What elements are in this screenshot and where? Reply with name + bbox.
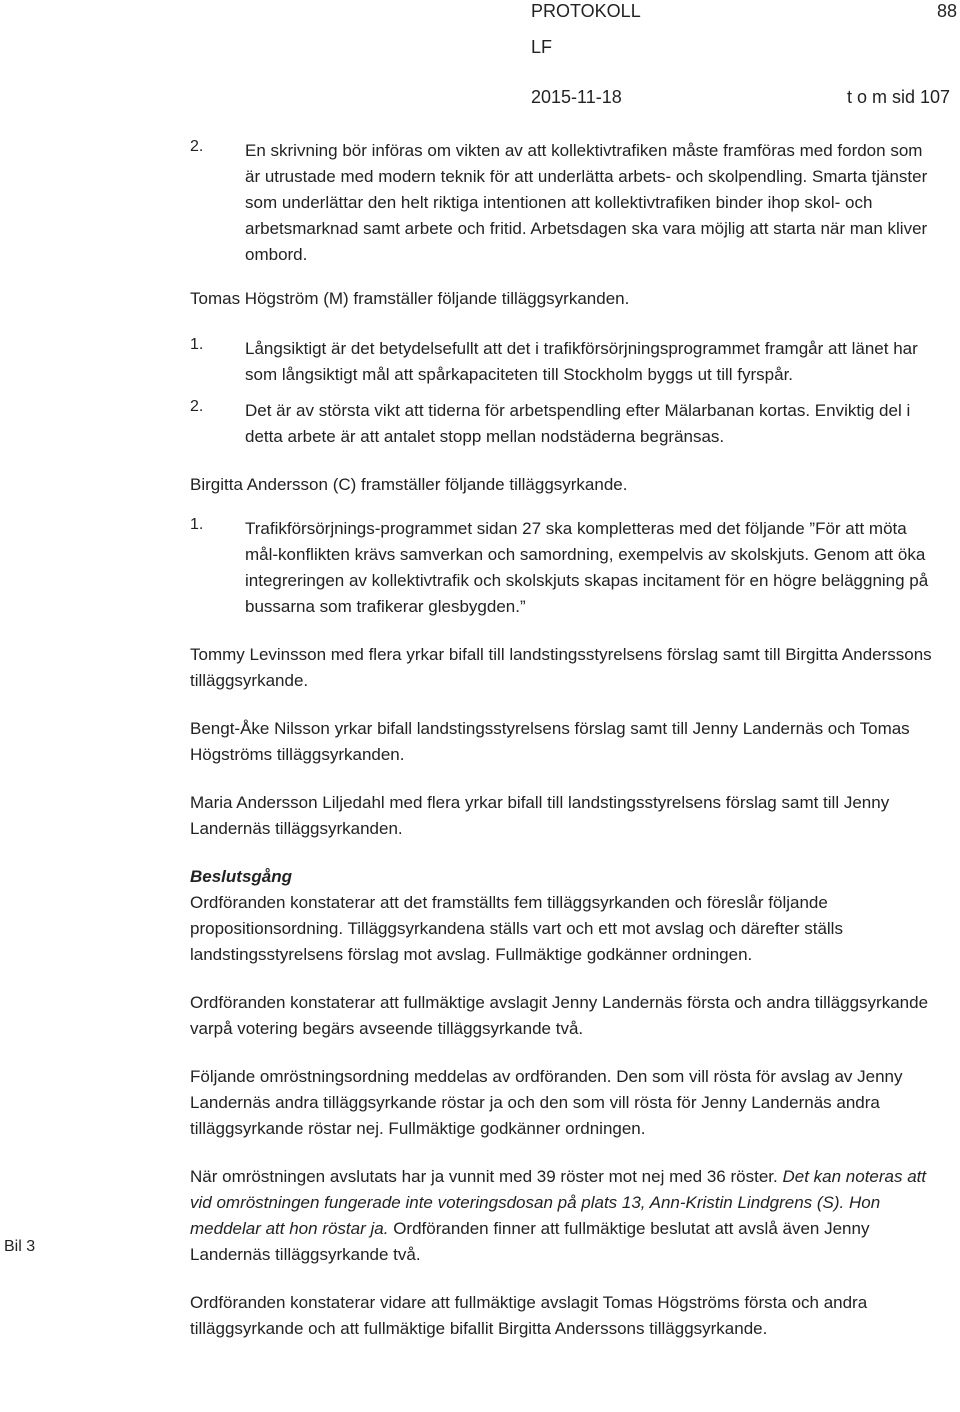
vote-decision: Ordföranden finner att fullmäktige beslutat att avslå även Jenny Landernäs tilläggsyrkande två. bbox=[190, 1219, 870, 1264]
list-text: Det är av största vikt att tiderna för arbetspendling efter Mälarbanan kortas. Enviktig del i detta arbete är att antalet stopp mellan nodstäderna begränsas. bbox=[245, 401, 911, 446]
list-number: 1. bbox=[190, 336, 204, 353]
paragraph-ordf-1: Ordföranden konstaterar att det framställts fem tilläggsyrkanden och föreslår följande propositionsordning. Tilläggsyrkandena ställs vart och ett mot avslag och därefter ställs landstingsstyrelsens förslag mot avslag. Fullmäktige godkänner ordningen. bbox=[190, 893, 843, 964]
paragraph-maria: Maria Andersson Liljedahl med flera yrkar bifall till landstingsstyrelsens förslag samt till Jenny Landernäs tilläggsyrkanden. bbox=[190, 793, 890, 838]
list-text: En skrivning bör införas om vikten av att kollektivtrafiken måste framföras med fordon som är utrustade med modern teknik för att underlätta arbets- och skolpendling. Smarta tjänster som underlättar den helt riktiga intentionen att kollektivtrafiken binder ihop skol- och arbetsmarknad samt arbete och fritid. Arbetsdagen ska vara möjlig att starta när man kliver ombord. bbox=[245, 141, 928, 264]
list-number: 2. bbox=[190, 398, 204, 415]
section-heading: Beslutsgång bbox=[190, 867, 293, 886]
vote-note: Det kan noteras att vid omröstningen fungerade inte voteringsdosan på plats 13, Ann-Kristin Lindgrens (S). Hon meddelar att hon röstar ja. bbox=[190, 1167, 927, 1238]
list-item bbox=[190, 138, 942, 268]
doc-type: PROTOKOLL bbox=[531, 1, 641, 21]
paragraph-omrostning: Följande omröstningsordning meddelas av ordföranden. Den som vill rösta för avslag av Jenny Landernäs andra tilläggsyrkande röstar ja och den som vill rösta för Jenny Landernäs andra tilläggsyrkande röstar nej. Fullmäktige godkänner ordningen. bbox=[190, 1067, 903, 1138]
list-text: Trafikförsörjnings-programmet sidan 27 ska kompletteras med det följande ”För att möta mål-konflikten krävs samverkan och samordning, exempelvis av skolskjuts. Genom att öka integreringen av kollektivtrafik och skolskjuts skapas incitament för en högre beläggning på bussarna som trafikerar glesbygden.” bbox=[245, 519, 929, 616]
vote-result-text: När omröstningen avslutats har ja vunnit med 39 röster mot nej med 36 röster. bbox=[190, 1167, 778, 1186]
protocol-date: 2015-11-18 bbox=[531, 87, 622, 107]
paragraph-tomas: Tomas Högström (M) framställer följande tilläggsyrkanden. bbox=[190, 289, 630, 308]
list-item bbox=[190, 336, 942, 388]
margin-note: Bil 3 bbox=[4, 1238, 36, 1255]
list-item bbox=[190, 516, 942, 620]
paragraph-vote-result bbox=[190, 1164, 942, 1268]
paragraph-final: Ordföranden konstaterar vidare att fullmäktige avslagit Tomas Högströms första och andra tilläggsyrkande och att fullmäktige bifallit Birgitta Anderssons tilläggsyrkande. bbox=[190, 1293, 868, 1338]
list-text: Långsiktigt är det betydelsefullt att det i trafikförsörjningsprogrammet framgår att länet har som långsiktigt mål att spårkapaciteten till Stockholm byggs ut till fyrspår. bbox=[245, 339, 918, 384]
paragraph-tommy: Tommy Levinsson med flera yrkar bifall till landstingsstyrelsens förslag samt till Birgitta Anderssons tilläggsyrkande. bbox=[190, 645, 932, 690]
list-number: 1. bbox=[190, 516, 204, 533]
paragraph-bengt: Bengt-Åke Nilsson yrkar bifall landstingsstyrelsens förslag samt till Jenny Landernäs och Tomas Högströms tilläggsyrkanden. bbox=[190, 719, 910, 764]
list-number: 2. bbox=[190, 138, 204, 155]
page-number: 88 bbox=[937, 1, 958, 21]
document-body bbox=[190, 138, 942, 1342]
paragraph-ordf-2: Ordföranden konstaterar att fullmäktige avslagit Jenny Landernäs första och andra tilläggsyrkande varpå votering begärs avseende tilläggsyrkande två. bbox=[190, 993, 929, 1038]
page-range: t o m sid 107 bbox=[847, 87, 951, 107]
org-code: LF bbox=[531, 37, 553, 57]
paragraph-birgitta: Birgitta Andersson (C) framställer följande tilläggsyrkande. bbox=[190, 475, 628, 494]
list-item bbox=[190, 398, 942, 450]
